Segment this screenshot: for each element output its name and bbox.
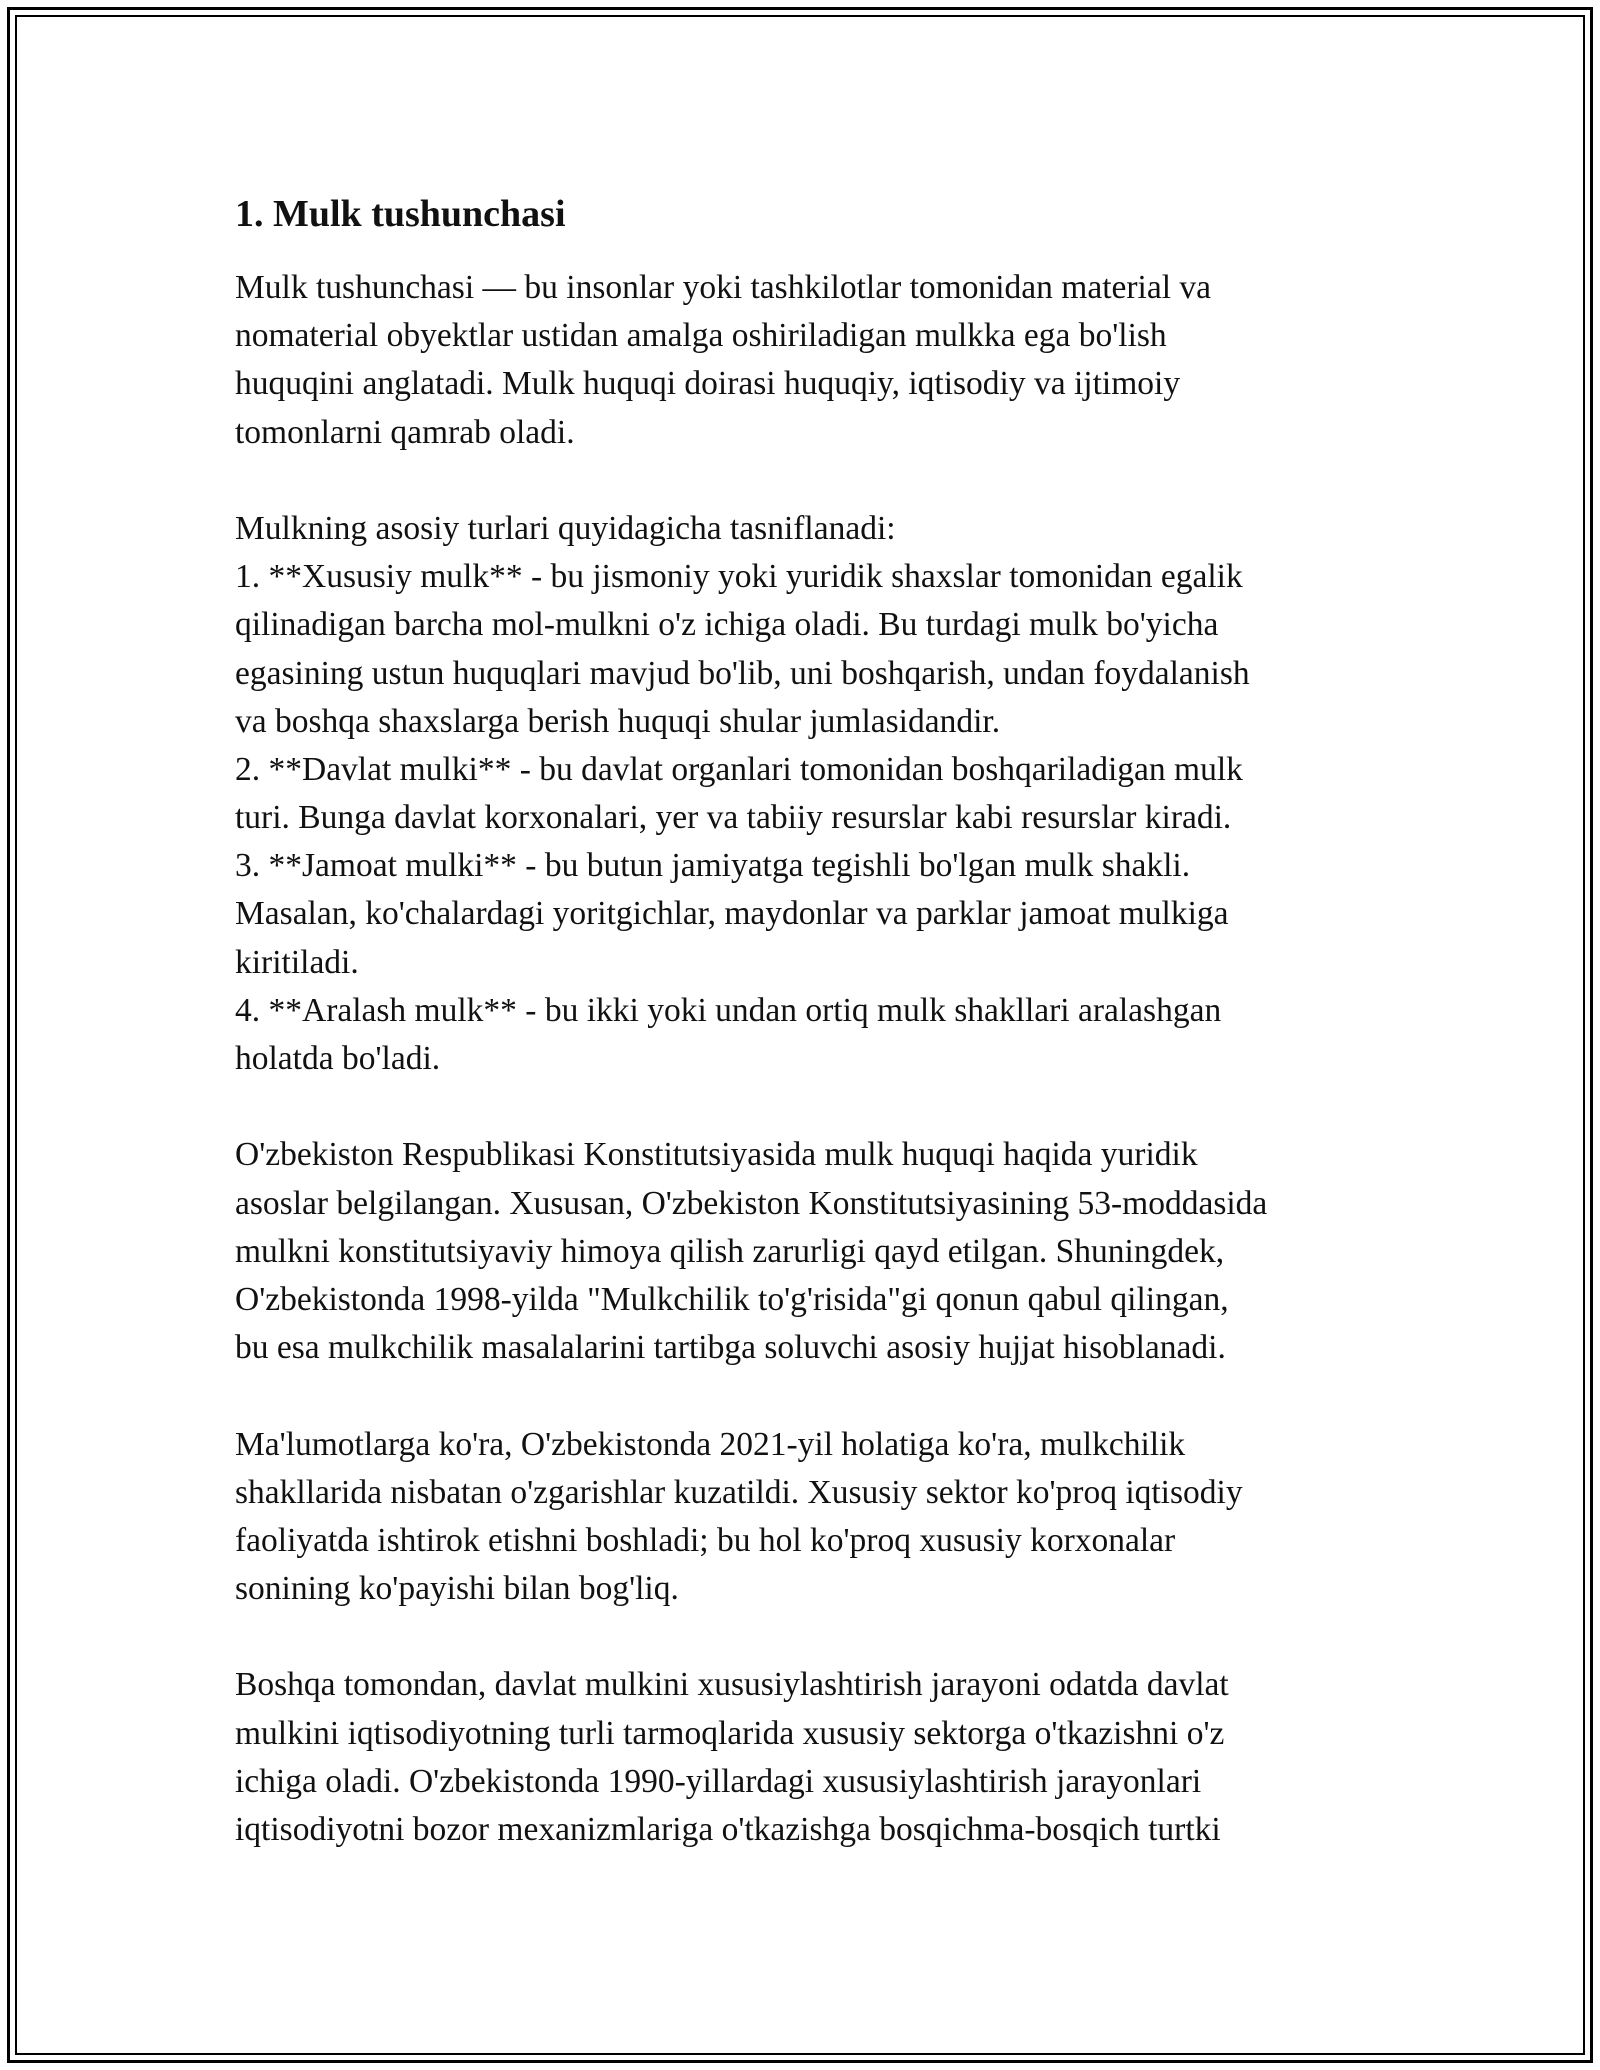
text-line: O'zbekistonda 1998-yilda "Mulkchilik to'g'risida"gi qonun qabul qilingan, <box>235 1280 1229 1318</box>
text-line: turi. Bunga davlat korxonalari, yer va tabiiy resurslar kabi resurslar kiradi. <box>235 799 1232 837</box>
text-line: bu esa mulkchilik masalalarini tartibga soluvchi asosiy hujjat hisoblanadi. <box>235 1329 1226 1367</box>
paragraph-definition <box>235 264 1415 457</box>
paragraph-gap <box>235 1372 1415 1420</box>
text-line: qilinadigan barcha mol-mulkni o'z ichiga oladi. Bu turdagi mulk bo'yicha <box>235 606 1219 644</box>
paragraph-constitution <box>235 1131 1415 1372</box>
text-line: Boshqa tomondan, davlat mulkini xususiylashtirish jarayoni odatda davlat <box>235 1666 1229 1704</box>
text-line: Mulkning asosiy turlari quyidagicha tasniflanadi: <box>235 509 896 547</box>
text-line: iqtisodiyotni bozor mexanizmlariga o'tkazishga bosqichma-bosqich turtki <box>235 1811 1221 1848</box>
list-item-public: 3. **Jamoat mulki** - bu butun jamiyatga tegishli bo'lgan mulk shakli. <box>235 847 1191 885</box>
text-line: huquqini anglatadi. Mulk huquqi doirasi huquqiy, iqtisodiy va ijtimoiy <box>235 365 1181 403</box>
text-line: kiritiladi. <box>235 943 359 981</box>
section-heading: 1. Mulk tushunchasi <box>235 193 566 235</box>
paragraph-gap <box>235 1083 1415 1131</box>
list-item-private: 1. **Xususiy mulk** - bu jismoniy yoki yuridik shaxslar tomonidan egalik <box>235 558 1243 596</box>
text-line: asoslar belgilangan. Xususan, O'zbekiston Konstitutsiyasining 53-moddasida <box>235 1184 1268 1222</box>
text-line: O'zbekiston Respublikasi Konstitutsiyasida mulk huquqi haqida yuridik <box>235 1136 1198 1174</box>
text-line: egasining ustun huquqlari mavjud bo'lib, uni boshqarish, undan foydalanish <box>235 654 1250 692</box>
list-item-state: 2. **Davlat mulki** - bu davlat organlari tomonidan boshqariladigan mulk <box>235 750 1243 788</box>
text-line: shakllarida nisbatan o'zgarishlar kuzatildi. Xususiy sektor ko'proq iqtisodiy <box>235 1473 1243 1511</box>
paragraph-statistics <box>235 1421 1415 1614</box>
text-line: nomaterial obyektlar ustidan amalga oshiriladigan mulkka ega bo'lish <box>235 317 1167 355</box>
paragraph-privatization <box>235 1661 1415 1854</box>
paragraph-types-list <box>235 505 1415 1083</box>
text-line: mulkini iqtisodiyotning turli tarmoqlarida xususiy sektorga o'tkazishni o'z <box>235 1714 1225 1752</box>
text-line: va boshqa shaxslarga berish huquqi shular jumlasidandir. <box>235 702 1001 740</box>
text-line: Masalan, ko'chalardagi yoritgichlar, maydonlar va parklar jamoat mulkiga <box>235 895 1229 933</box>
text-line: holatda bo'ladi. <box>235 1040 441 1077</box>
text-line: Ma'lumotlarga ko'ra, O'zbekistonda 2021-yil holatiga ko'ra, mulkchilik <box>235 1425 1186 1463</box>
text-line: sonining ko'payishi bilan bog'liq. <box>235 1570 679 1608</box>
text-line: Mulk tushunchasi — bu insonlar yoki tashkilotlar tomonidan material va <box>235 269 1211 306</box>
text-line: faoliyatda ishtirok etishni boshladi; bu hol ko'proq xususiy korxonalar <box>235 1521 1176 1559</box>
list-item-mixed: 4. **Aralash mulk** - bu ikki yoki undan ortiq mulk shakllari aralashgan <box>235 991 1222 1029</box>
paragraph-gap <box>235 1613 1415 1661</box>
text-line: tomonlarni qamrab oladi. <box>235 413 575 451</box>
document-content <box>235 186 1415 1854</box>
text-line: ichiga oladi. O'zbekistonda 1990-yillardagi xususiylashtirish jarayonlari <box>235 1762 1202 1800</box>
text-line: mulkni konstitutsiyaviy himoya qilish zarurligi qayd etilgan. Shuningdek, <box>235 1232 1225 1270</box>
paragraph-gap <box>235 457 1415 505</box>
